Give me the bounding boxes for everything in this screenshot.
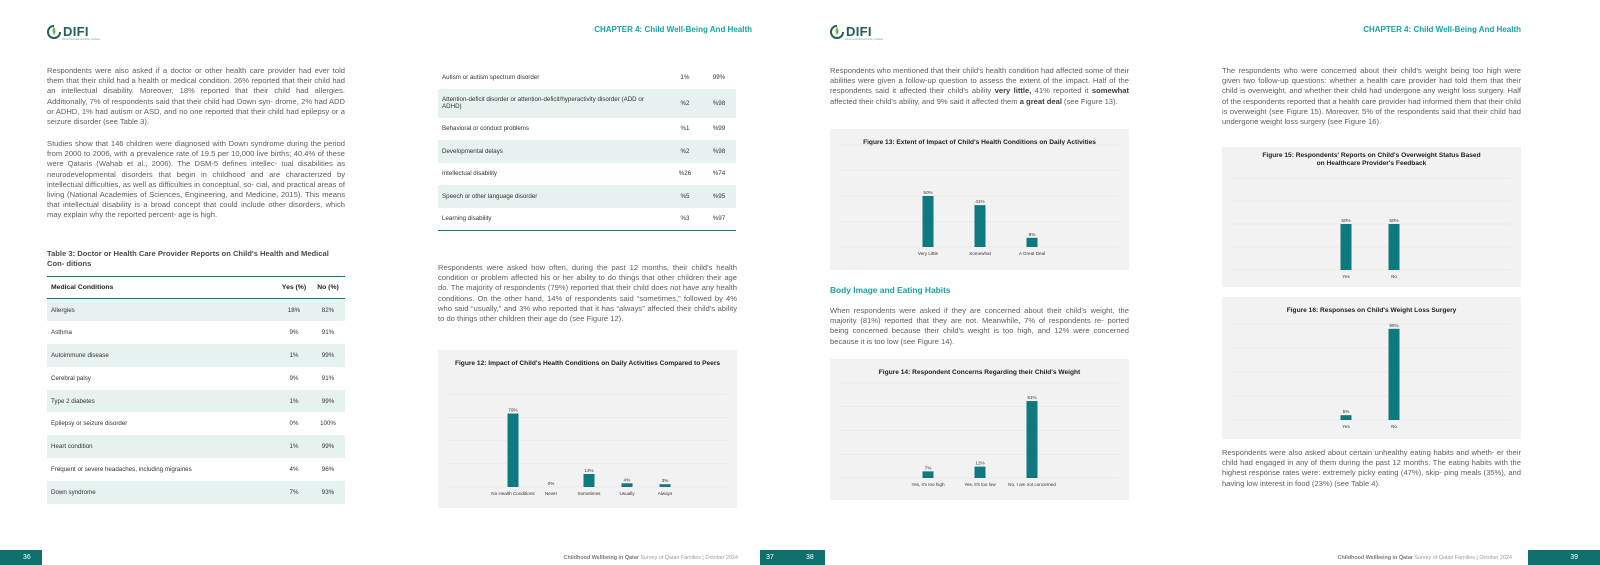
fig13-bar — [1027, 238, 1038, 247]
fig12-bar — [584, 474, 595, 487]
fig12-category-label: Usually — [619, 491, 635, 496]
table-cell-no: %95 — [702, 185, 736, 208]
figure-12-title: Figure 12: Impact of Child's Health Conditions on Daily Activities Compared to Peers — [454, 360, 721, 367]
table-cell-condition: Cerebral palsy — [51, 374, 91, 382]
difi-logo-icon — [830, 25, 844, 39]
fig13-category-label: Very Little — [917, 251, 939, 256]
p38-text-e: (see Figure 13). — [1061, 96, 1118, 106]
table-cell-yes: %2 — [668, 89, 702, 118]
fig12-data-label: 3% — [661, 478, 669, 484]
table-cell-no: 99% — [712, 73, 726, 81]
footer-text — [564, 555, 738, 561]
p36-paragraph-2: Studies show that 146 children were diagnosed with Down syndrome during the period from 2000 to 2006, with a prevalence rate of 19.5 per 10,000 live births; 40.4% of these were Qataris (Wahab et al., 2006). The DSM-5 defines intellec- tual disabilities as neurodevelopmental disorders that begin in childhood and are characterized by intellectual difficulties, as well as difficulties in conceptual, so- cial, and practical areas of living (National Academies of Sciences, Engineering, and Medicine, 2015). This means that intellectual disability is a broad concept that could include other disorders, which may explain why the reported percent- age is high. — [47, 139, 345, 220]
fig12-category-label: Never — [544, 491, 558, 496]
fig14-bar — [923, 471, 934, 478]
fig12-bar — [508, 414, 519, 487]
fig16-category-label: Yes — [1342, 424, 1350, 429]
fig14-category-label: No, I am not concerned — [1008, 482, 1056, 487]
fig12-category-label: No Health Conditions — [491, 491, 535, 496]
fig14-category-label: Yes, it's too high — [911, 482, 945, 487]
table-cell-yes: 18% — [277, 299, 311, 322]
table-cell-condition: Frequent or severe headaches, including migraines — [51, 465, 192, 473]
difi-logo — [830, 24, 883, 41]
table-cell-condition: Asthma — [51, 329, 72, 337]
table-cell-no: %98 — [702, 140, 736, 163]
table-cell-yes: 1% — [277, 344, 311, 367]
table-row — [47, 321, 345, 344]
table-row — [47, 344, 345, 367]
page-number-37: 37 — [760, 550, 800, 565]
table-cell-condition: Behavioral or conduct problems — [442, 125, 530, 133]
fig12-bar — [660, 484, 671, 487]
table-cell-yes: %5 — [668, 185, 702, 208]
fig16-data-label: 5% — [1342, 409, 1350, 415]
p38-text-d: affected their child's ability, and 9% said it affected them — [830, 96, 1020, 106]
table-cell-yes: %26 — [678, 170, 692, 178]
table-cell-condition: Developmental delays — [438, 140, 668, 163]
footer-text — [1338, 555, 1512, 561]
table-cell-no: %98 — [702, 89, 736, 118]
table-cell-condition: Heart condition — [47, 435, 277, 458]
table-cell-condition: Type 2 diabetes — [47, 390, 277, 413]
table-row — [47, 458, 345, 481]
table-cell-condition: Intellectual disability — [442, 170, 498, 178]
table-cell-no: %97 — [712, 215, 726, 222]
footer-rest: Survey of Qatari Families | October 2024 — [638, 555, 738, 561]
table-cell-condition: Speech or other language disorder — [438, 185, 668, 208]
p38-bold-somewhat: somewhat — [1091, 86, 1129, 96]
page-37 — [400, 0, 800, 565]
table-row — [438, 185, 736, 208]
page-38 — [800, 0, 1200, 565]
table-cell-condition: Epilepsy or seizure disorder — [51, 420, 128, 428]
fig13-bar — [923, 196, 934, 247]
fig16-category-label: No — [1391, 424, 1397, 429]
figure-13 — [830, 129, 1129, 270]
table-3-title: Table 3: Doctor or Health Care Provider Reports on Child's Health and Medical Con- ditions — [47, 249, 329, 268]
table-cell-yes: %3 — [680, 215, 690, 222]
table-cell-yes: %1 — [680, 125, 690, 133]
table-row — [438, 140, 736, 163]
footer-rest: Survey of Qatari Families | October 2024 — [1412, 555, 1512, 561]
fig12-bar — [622, 483, 633, 487]
table-cell-condition: Down syndrome — [47, 481, 277, 504]
fig13-plot — [830, 129, 1129, 270]
table-header-yes: Yes (%) — [281, 284, 307, 291]
fig13-data-label: 50% — [923, 190, 933, 195]
table-header-no: No (%) — [317, 284, 339, 291]
fig12-plot — [438, 350, 737, 508]
table-cell-yes: 1% — [277, 435, 311, 458]
figure-16-title: Figure 16: Responses on Child's Weight Loss Surgery — [1286, 307, 1457, 314]
table-cell-condition: Autoimmune disease — [47, 344, 277, 367]
p37-paragraph-1: Respondents were asked how often, during the past 12 months, their child's health condition or problem affected his or her ability to do things that other children their age do. The majority of respondents (79%) reported that their child does not have any health conditions. On the other hand, 14% of respondents said “sometimes,” followed by 4% who said “usually,” and 3% who reported that it has “always” affected their child's ability to do things other children their age do (see Figure 12). — [438, 263, 737, 324]
fig14-bar — [1027, 401, 1038, 478]
table-cell-no: 99% — [311, 390, 345, 413]
table-cell-yes: 9% — [289, 374, 299, 382]
chapter-heading: CHAPTER 4: Child Well-Being And Health — [1363, 25, 1521, 34]
logo-text: DIFI — [846, 24, 872, 39]
difi-logo — [47, 24, 100, 41]
table-cell-no: %74 — [712, 170, 726, 178]
fig16-data-label: 95% — [1389, 322, 1399, 328]
table-row — [438, 118, 736, 141]
table-row — [47, 481, 345, 504]
table-row — [438, 163, 736, 186]
table-row — [47, 412, 345, 435]
table-cell-condition: Allergies — [47, 299, 277, 322]
fig12-data-label: 14% — [584, 467, 594, 473]
page-number-38: 38 — [800, 550, 825, 565]
table-cell-no: 91% — [321, 374, 335, 382]
footer-bold: Childhood Wellbeing in Qatar — [1337, 555, 1413, 561]
fig15-bar — [1341, 224, 1352, 270]
table-cell-yes: 1% — [277, 390, 311, 413]
fig14-data-label: 81% — [1027, 395, 1037, 401]
p38-bold-very-little: very little, — [994, 86, 1032, 96]
p39-paragraph-1: The respondents who were concerned about their child's weight being too high were given two follow-up questions: whether a health care provider had told them that their child is overweight, and whether their child had undergone any weight loss surgery. Half of the respondents reported that a health care provider had informed them that their child is overweight (see Figure 15). Moreover, 5% of the respondents said that their child had undergone weight loss surgery (see Figure 16). — [1222, 66, 1521, 127]
logo-subtitle: Doha International Family Institute — [62, 38, 100, 41]
table-cell-condition: Autism or autism spectrum disorder — [442, 73, 540, 81]
fig16-plot — [1222, 297, 1521, 439]
page-39 — [1200, 0, 1600, 565]
table-row — [47, 435, 345, 458]
difi-logo-icon — [47, 25, 61, 39]
table-cell-yes: %2 — [668, 140, 702, 163]
table-cell-no: 99% — [311, 344, 345, 367]
table-cell-no: 96% — [321, 465, 335, 473]
table-cell-no: 100% — [320, 420, 336, 428]
table-cell-no: 82% — [311, 299, 345, 322]
table-cell-condition: Learning disability — [442, 215, 492, 222]
table-row — [438, 89, 736, 118]
fig14-data-label: 7% — [924, 465, 932, 471]
page-number-36: 36 — [0, 550, 42, 565]
fig13-data-label: 41% — [975, 199, 985, 205]
p39-paragraph-2: Respondents were also asked about certain unhealthy eating habits and wheth- er their child had engaged in any of them during the past 12 months. The eating habits with the highest response rates were: extremely picky eating (47%), skip- ping meals (35%), and having low interest in food (23%) (see Table 4). — [1222, 448, 1521, 488]
p36-paragraph-1: Respondents were also asked if a doctor or other health care provider had ever told them that their child had a health or medical condition. 26% reported that their child had an intellectual disability. Moreover, 18% reported that their child had allergies. Additionally, 7% of respondents said that their child had Down syn- drome, 2% had ADD or ADHD, 1% had autism or ASD, and no one reported that their child had epilepsy or a seizure disorder (see Table 3). — [47, 66, 345, 127]
p38-bold-great-deal: a great deal — [1019, 96, 1062, 106]
table-cell-yes: 0% — [289, 420, 299, 428]
fig13-data-label: 9% — [1028, 231, 1036, 237]
fig12-data-label: 0% — [547, 481, 555, 486]
table-row — [47, 367, 345, 390]
page-number-39: 39 — [1528, 550, 1600, 565]
fig13-category-label: A Great Deal — [1018, 251, 1046, 256]
fig16-bar — [1389, 329, 1400, 420]
figure-14-title: Figure 14: Respondent Concerns Regarding their Child's Weight — [878, 369, 1081, 376]
figure-12 — [438, 350, 737, 508]
figure-15 — [1222, 147, 1521, 287]
table-row — [438, 208, 736, 231]
figure-16 — [1222, 297, 1521, 439]
figure-13-title: Figure 13: Extent of Impact of Child's Health Conditions on Daily Activities — [863, 139, 1096, 146]
table-row — [438, 66, 736, 89]
table-cell-no: 93% — [311, 481, 345, 504]
fig14-category-label: Yes, it's too low — [964, 482, 996, 487]
table-3 — [47, 276, 345, 504]
fig15-category-label: No — [1391, 274, 1397, 279]
table-cell-no: %99 — [712, 125, 726, 133]
fig15-category-label: Yes — [1342, 274, 1350, 279]
logo-text: DIFI — [63, 24, 89, 39]
fig13-bar — [975, 205, 986, 247]
p38-paragraph-1 — [830, 66, 1129, 107]
table-cell-yes: 1% — [680, 73, 690, 81]
fig15-data-label: 50% — [1389, 218, 1399, 223]
table-cell-condition: Attention-deficit disorder or attention-deficit/hyperactivity disorder (ADD or ADHD) — [438, 89, 668, 118]
p38-paragraph-2: When respondents were asked if they are concerned about their child's weight, the majority (81%) reported that they are not. Meanwhile, 7% of respondents re- ported being concerned because their child's weight is too high, and 12% were concerned because it is too low (see Figure 14). — [830, 306, 1129, 346]
table-cell-no: 99% — [311, 435, 345, 458]
footer-bold: Childhood Wellbeing in Qatar — [563, 555, 639, 561]
table-row — [47, 299, 345, 322]
p38-text-a: Respondents who mentioned that their child's health condition had affected some of their abilities were given a follow-up question to assess the extent of the impact. Half of the respondents said it affected their child's ability — [830, 66, 1129, 96]
fig15-data-label: 50% — [1341, 218, 1351, 223]
fig12-data-label: 4% — [623, 477, 631, 483]
fig13-category-label: Somewhat — [969, 251, 991, 256]
figure-15-title: Figure 15: Respondents' Reports on Child's Overweight Status Based on Healthcare Provider's Feedback — [1262, 152, 1481, 167]
fig14-data-label: 12% — [975, 460, 985, 466]
fig15-bar — [1389, 224, 1400, 270]
fig16-bar — [1341, 415, 1352, 420]
table-cell-yes: 7% — [277, 481, 311, 504]
logo-subtitle: Doha International Family Institute — [845, 38, 883, 41]
table-cell-yes: 9% — [289, 329, 299, 337]
table-header-condition: Medical Conditions — [51, 284, 114, 291]
table-3-continued — [438, 66, 736, 231]
figure-14 — [830, 359, 1129, 500]
fig12-category-label: Sometimes — [577, 491, 601, 496]
table-cell-yes: 4% — [289, 465, 299, 473]
table-cell-no: 91% — [321, 329, 335, 337]
fig12-category-label: Always — [657, 491, 673, 496]
fig14-bar — [975, 467, 986, 478]
fig12-data-label: 79% — [508, 407, 518, 413]
fig14-plot — [830, 359, 1129, 500]
section-heading-body-image: Body Image and Eating Habits — [830, 285, 951, 295]
page-36 — [0, 0, 400, 565]
fig15-plot — [1222, 147, 1521, 287]
table-row — [47, 390, 345, 413]
p38-text-c: 41% reported it — [1031, 86, 1092, 96]
chapter-heading: CHAPTER 4: Child Well-Being And Health — [594, 25, 752, 34]
